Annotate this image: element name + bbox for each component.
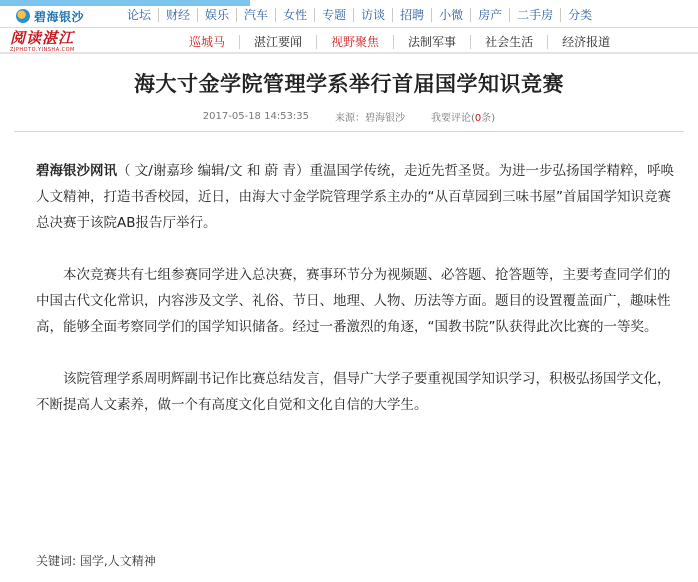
article-lead: 碧海银沙网讯 xyxy=(36,163,117,179)
channel-item[interactable]: 湛江要闻 xyxy=(240,35,317,49)
paragraph: 该院管理学系周明辉副书记作比赛总结发言，倡导广大学子要重视国学知识学习，积极弘扬国学文化，不断提高人文素养，做一个有高度文化自觉和文化自信的大学生。 xyxy=(36,371,671,413)
top-nav-item[interactable]: 访谈 xyxy=(354,8,393,22)
top-nav-item[interactable]: 财经 xyxy=(159,8,198,22)
top-nav-item[interactable]: 招聘 xyxy=(393,8,432,22)
channel-item[interactable]: 经济报道 xyxy=(562,35,611,49)
channel-nav xyxy=(175,31,624,53)
channel-item[interactable]: 视野聚焦 xyxy=(317,35,394,49)
section-logo[interactable] xyxy=(10,30,75,54)
top-nav-item[interactable]: 专题 xyxy=(315,8,354,22)
site-logo-text: 碧海银沙 xyxy=(34,9,85,24)
logo-icon xyxy=(16,9,30,23)
comment-suffix: 条) xyxy=(481,112,496,124)
top-nav-item[interactable]: 汽车 xyxy=(237,8,276,22)
publish-datetime: 2017-05-18 14:53:35 xyxy=(202,110,310,122)
site-logo[interactable] xyxy=(16,7,84,25)
channel-item[interactable]: 巡城马 xyxy=(175,35,240,49)
top-nav-item[interactable]: 二手房 xyxy=(510,8,561,22)
section-logo-text: 阅读湛江 xyxy=(10,29,75,47)
comment-link[interactable] xyxy=(431,109,495,124)
section-logo-url: ZJPHOTO.YINSHA.COM xyxy=(10,47,75,53)
paragraph: 本次竞赛共有七组参赛同学进入总决赛，赛事环节分为视频题、必答题、抢答题等，主要考查同学们的中国古代文化常识，内容涉及文学、礼俗、节日、地理、人物、历法等方面。题目的设置覆盖面广，趣味性高，能够全面考察同学们的国学知识储备。经过一番激烈的角逐，“国教书院”队获得此次比赛的一等奖。 xyxy=(36,267,671,335)
top-nav-item[interactable]: 分类 xyxy=(568,8,593,22)
keywords xyxy=(36,552,156,569)
byline: （ 文/谢嘉珍 编辑/文 和 蔚 青） xyxy=(117,163,310,179)
top-nav-item[interactable]: 小微 xyxy=(432,8,471,22)
channel-item[interactable]: 法制军事 xyxy=(394,35,471,49)
top-nav-item[interactable]: 房产 xyxy=(471,8,510,22)
channel-bar xyxy=(0,28,698,54)
comment-prefix: 我要评论( xyxy=(431,112,475,124)
comment-count: 0 xyxy=(474,112,482,124)
paragraph-text: 重温国学传统，走近先哲圣贤。为进一步弘扬国学精粹，呼唤人文精神，打造书香校园，近日，由海大寸金学院管理学系主办的“从百草园到三味书屋”首届国学知识竞赛总决赛于该院AB报告厅举行。 xyxy=(36,163,675,231)
keyword-links[interactable]: 国学,人文精神 xyxy=(79,554,156,568)
top-nav-item[interactable]: 论坛 xyxy=(120,8,159,22)
article-meta xyxy=(0,106,698,126)
top-nav-item[interactable]: 女性 xyxy=(276,8,315,22)
article-source: 来源：碧海银沙 xyxy=(335,112,406,124)
paragraph xyxy=(36,158,676,236)
keywords-label: 关键词: xyxy=(36,554,77,568)
article-title: 海大寸金学院管理学系举行首届国学知识竞赛 xyxy=(134,72,564,96)
channel-item[interactable]: 社会生活 xyxy=(471,35,548,49)
article-body xyxy=(36,158,676,444)
top-bar xyxy=(0,0,698,28)
top-nav-item[interactable]: 娱乐 xyxy=(198,8,237,22)
top-nav xyxy=(120,5,599,25)
title-divider xyxy=(14,131,684,132)
